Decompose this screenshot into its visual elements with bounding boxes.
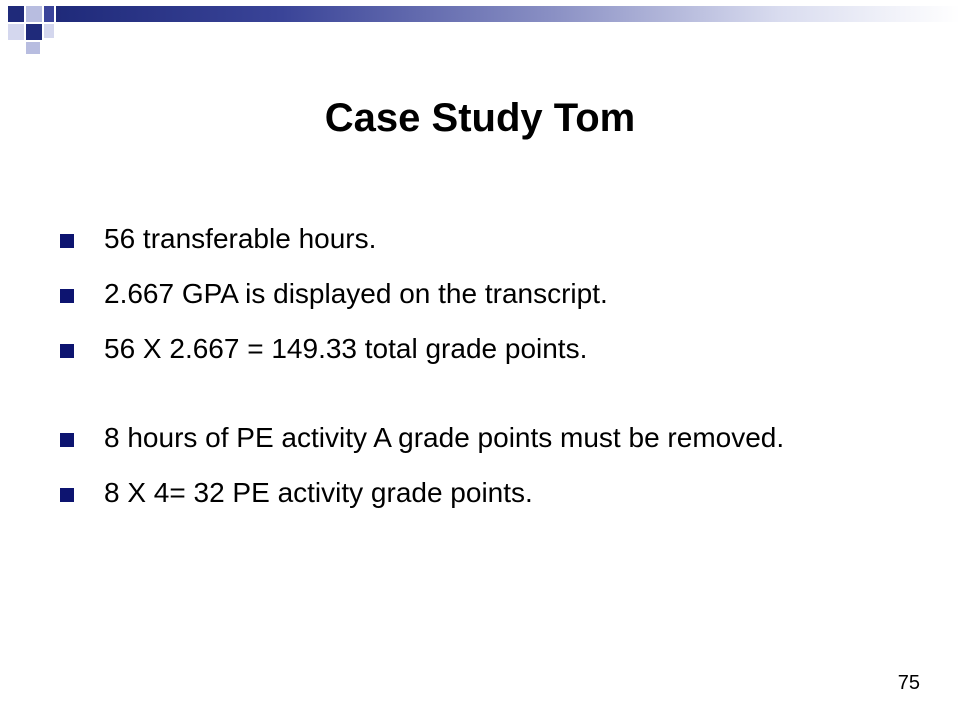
slide-title: Case Study Tom: [324, 96, 636, 140]
decor-square: [44, 24, 54, 38]
bullet-text: 56 transferable hours.: [104, 223, 377, 254]
decor-square: [26, 42, 40, 54]
bullet-text: 8 hours of PE activity A grade points must be removed.: [104, 422, 785, 453]
bullet-item: [60, 421, 880, 455]
bullet-text: 56 X 2.667 = 149.33 total grade points.: [104, 333, 588, 364]
bullet-item: [60, 277, 880, 311]
bullet-item: [60, 332, 880, 366]
decor-square: [26, 24, 42, 40]
decor-square: [44, 6, 54, 22]
bullet-list: [60, 222, 880, 531]
bullet-text: 2.667 GPA is displayed on the transcript.: [104, 278, 608, 309]
decorative-gradient-bar: [56, 6, 960, 22]
square-bullet-icon: [60, 488, 74, 502]
bullet-item: [60, 222, 880, 256]
square-bullet-icon: [60, 344, 74, 358]
bullet-item: [60, 476, 880, 510]
decor-square: [26, 6, 42, 22]
slide-number: 75: [897, 672, 920, 694]
bullet-text: 8 X 4= 32 PE activity grade points.: [104, 477, 533, 508]
decor-square: [8, 24, 24, 40]
square-bullet-icon: [60, 234, 74, 248]
square-bullet-icon: [60, 433, 74, 447]
decor-square: [8, 6, 24, 22]
square-bullet-icon: [60, 289, 74, 303]
